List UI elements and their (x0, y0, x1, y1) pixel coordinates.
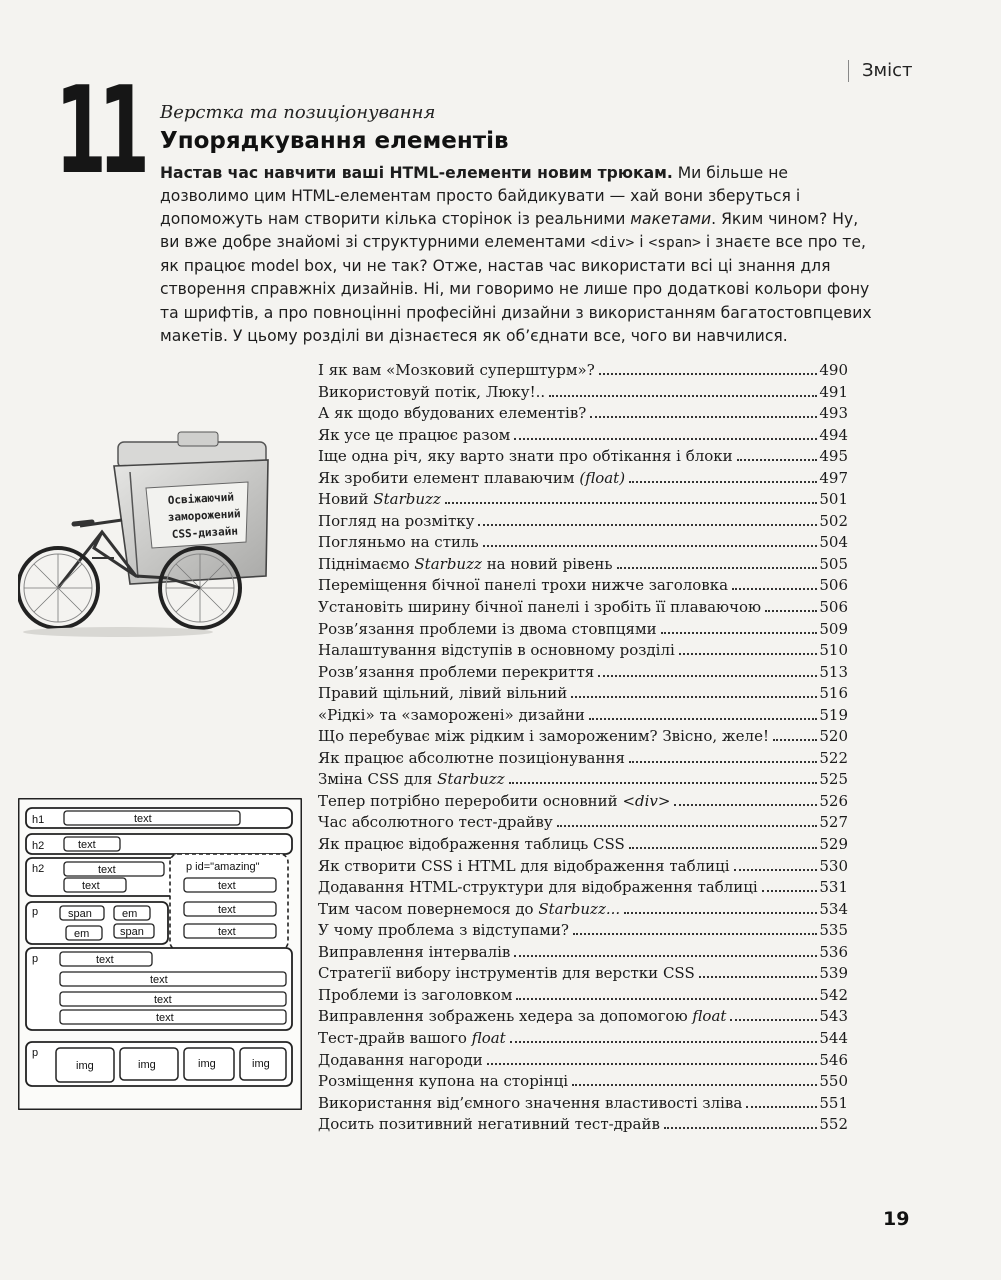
toc-entry-title: Додавання нагороди (318, 1050, 483, 1069)
toc-entry (318, 532, 848, 554)
intro-lead: Настав час навчити ваші HTML-елементи новим трюкам. (160, 164, 673, 182)
toc-entry-title: Погляд на розмітку (318, 511, 475, 530)
diagram-h2-label: h2 (32, 840, 45, 852)
toc-entry (318, 942, 848, 964)
toc-page-number: 527 (819, 813, 848, 832)
toc-entry-title: Розв’язання проблеми із двома стовпцями (318, 619, 657, 638)
toc-entry (318, 791, 848, 813)
toc-leader-dots (737, 459, 818, 461)
diagram-img-4: img (252, 1058, 270, 1070)
toc-entry-title: Зміна CSS для Starbuzz (318, 770, 505, 789)
toc-page-number: 529 (819, 835, 848, 854)
toc-page-number: 497 (819, 468, 848, 487)
toc-entry-title: У чому проблема з відступами? (318, 921, 569, 940)
toc-page-number: 522 (819, 748, 848, 767)
toc-page-number: 504 (819, 533, 848, 552)
toc-page-number: 505 (819, 554, 848, 573)
toc-page-number: 546 (819, 1050, 848, 1069)
toc-entry (318, 403, 848, 425)
toc-entry (318, 597, 848, 619)
toc-page-number: 544 (819, 1028, 848, 1047)
toc-leader-dots (734, 869, 818, 871)
toc-entry (318, 985, 848, 1007)
toc-entry (318, 511, 848, 533)
toc-page-number: 530 (819, 856, 848, 875)
toc-entry-title: Час абсолютного тест-драйву (318, 813, 553, 832)
toc-entry (318, 834, 848, 856)
toc-entry-title: Виправлення зображень хедера за допомогою float (318, 1007, 727, 1026)
toc-page-number: 501 (819, 490, 848, 509)
toc-entry (318, 856, 848, 878)
toc-page-number: 534 (819, 899, 848, 918)
toc-entry-title: Використання від’ємного значення властивості зліва (318, 1093, 743, 1112)
toc-entry-title: Що перебуває між рідким і замороженим? Звісно, желе! (318, 727, 769, 746)
toc-leader-dots (549, 395, 817, 397)
toc-page-number: 490 (819, 361, 848, 379)
toc-leader-dots (732, 588, 817, 590)
toc-entry (318, 769, 848, 791)
diagram-h2b-label: h2 (32, 863, 45, 875)
toc-entry-title: Тим часом повернемося до Starbuzz... (318, 899, 621, 918)
toc-entry (318, 425, 848, 447)
toc-leader-dots (599, 373, 818, 375)
toc-entry-title: Розв’язання проблеми перекриття (318, 662, 595, 681)
toc-entry (318, 748, 848, 770)
toc-leader-dots (589, 718, 818, 720)
chapter-title: Упорядкування елементів (160, 128, 509, 154)
chapter-subtitle: Верстка та позиціонування (160, 102, 436, 123)
toc-leader-dots (445, 502, 818, 504)
toc-entry-title: Проблеми із заголовком (318, 985, 513, 1004)
table-of-contents (318, 360, 848, 1136)
diagram-em-1: em (122, 908, 138, 920)
toc-page-number: 491 (819, 382, 848, 401)
toc-entry-title: Іще одна річ, яку варто знати про обтікання і блоки (318, 447, 733, 466)
toc-entry (318, 446, 848, 468)
toc-leader-dots (679, 653, 818, 655)
toc-entry-title: І як вам «Мозковий суперштурм»? (318, 361, 595, 379)
diagram-amazing-text-1: text (218, 880, 236, 892)
bleed-through-text (600, 100, 606, 123)
cart-label-1: Освіжаючий (167, 490, 235, 507)
intro-text-3: і (634, 233, 649, 252)
toc-entry (318, 468, 848, 490)
toc-page-number: 513 (819, 662, 848, 681)
toc-page-number: 493 (819, 404, 848, 423)
intro-text-2: . Яким чином? Ну, ви вже добре знайомі зі структурними елементами (160, 210, 859, 252)
diagram-h2-text: text (78, 839, 96, 851)
toc-page-number: 502 (819, 511, 848, 530)
toc-leader-dots (514, 438, 817, 440)
toc-page-number: 539 (819, 964, 848, 983)
toc-entry (318, 877, 848, 899)
toc-entry-title: Налаштування відступів в основному розділі (318, 641, 675, 660)
toc-leader-dots (664, 1127, 817, 1129)
toc-entry-title: Додавання HTML-структури для відображення таблиці (318, 878, 758, 897)
toc-leader-dots (730, 1019, 817, 1021)
toc-entry (318, 554, 848, 576)
toc-entry-title: Переміщення бічної панелі трохи нижче заголовка (318, 576, 729, 595)
toc-leader-dots (478, 524, 817, 526)
toc-page-number: 516 (819, 684, 848, 703)
running-header: Зміст (862, 60, 913, 81)
toc-leader-dots (514, 955, 817, 957)
cart-label-3: CSS-дизайн (171, 524, 239, 541)
ice-cream-tricycle-image (18, 428, 280, 638)
toc-entry-title: Піднімаємо Starbuzz на новий рівень (318, 554, 613, 573)
toc-page-number: 494 (819, 425, 848, 444)
toc-leader-dots (773, 739, 817, 741)
diagram-h1-text: text (134, 813, 152, 825)
toc-entry (318, 812, 848, 834)
diagram-p2-text-2: text (150, 974, 168, 986)
toc-page-number: 509 (819, 619, 848, 638)
toc-entry (318, 705, 848, 727)
toc-entry-title: Правий щільний, лівий вільний (318, 684, 568, 703)
toc-entry-title: Як працює відображення таблиць CSS (318, 835, 625, 854)
toc-entry (318, 726, 848, 748)
page-number: 19 (883, 1208, 910, 1230)
toc-entry (318, 489, 848, 511)
toc-entry-title: Виправлення інтервалів (318, 942, 511, 961)
toc-entry (318, 963, 848, 985)
toc-entry-title: «Рідкі» та «заморожені» дизайни (318, 705, 585, 724)
toc-page-number: 526 (819, 791, 848, 810)
toc-page-number: 520 (819, 727, 848, 746)
toc-entry (318, 662, 848, 684)
toc-entry (318, 899, 848, 921)
toc-entry (318, 575, 848, 597)
toc-entry-title: Стратегії вибору інструментів для верстки CSS (318, 964, 695, 983)
diagram-h1-label: h1 (32, 814, 45, 826)
intro-code-div: <div> (590, 235, 635, 252)
toc-page-number: 550 (819, 1072, 848, 1091)
toc-entry-title: Новий Starbuzz (318, 490, 441, 509)
toc-entry (318, 920, 848, 942)
toc-entry (318, 360, 848, 382)
diagram-span-2: span (120, 926, 144, 938)
toc-entry-title: Тест-драйв вашого float (318, 1028, 506, 1047)
toc-page-number: 543 (819, 1007, 848, 1026)
toc-leader-dots (571, 696, 817, 698)
toc-page-number: 506 (819, 598, 848, 617)
toc-entry-title: Розміщення купона на сторінці (318, 1072, 569, 1091)
toc-entry-title: Досить позитивний негативний тест-драйв (318, 1115, 660, 1134)
toc-entry-title: Тепер потрібно переробити основний <div> (318, 791, 671, 810)
toc-entry-title: Установіть ширину бічної панелі і зробіть її плаваючою (318, 598, 762, 617)
toc-leader-dots (598, 675, 817, 677)
toc-leader-dots (572, 1084, 817, 1086)
toc-page-number: 552 (819, 1115, 848, 1134)
diagram-span-1: span (68, 908, 92, 920)
diagram-p3-label: p (32, 1047, 39, 1059)
toc-entry-title: Як створити CSS і HTML для відображення таблиці (318, 856, 730, 875)
toc-page-number: 542 (819, 985, 848, 1004)
toc-page-number: 495 (819, 447, 848, 466)
cart-label-2: заморожений (167, 507, 241, 524)
chapter-number: 11 (55, 62, 142, 201)
toc-entry (318, 382, 848, 404)
diagram-amazing-text-3: text (218, 926, 236, 938)
toc-page-number: 536 (819, 942, 848, 961)
toc-page-number: 551 (819, 1093, 848, 1112)
toc-entry-title: Як зробити елемент плаваючим (float) (318, 468, 626, 487)
diagram-img-1: img (76, 1060, 94, 1072)
diagram-img-2: img (138, 1059, 156, 1071)
toc-entry-title: Використовуй потік, Люку!.. (318, 382, 546, 401)
toc-entry (318, 619, 848, 641)
toc-entry (318, 640, 848, 662)
toc-leader-dots (487, 1063, 818, 1065)
intro-text-1: Ми більше не дозволимо цим HTML-елементам просто байдикувати — хай вони зберуться і допоможуть нам створити кілька сторінок із реальними (160, 164, 801, 229)
diagram-amazing-label: p id="amazing" (186, 861, 260, 873)
toc-entry (318, 1071, 848, 1093)
toc-leader-dots (699, 976, 818, 978)
toc-leader-dots (624, 912, 817, 914)
toc-leader-dots (629, 481, 817, 483)
toc-entry (318, 683, 848, 705)
diagram-amazing-text-2: text (218, 904, 236, 916)
diagram-em-2: em (74, 928, 90, 940)
toc-leader-dots (617, 567, 818, 569)
toc-entry (318, 1028, 848, 1050)
toc-leader-dots (483, 545, 818, 547)
intro-code-span: <span> (648, 235, 701, 252)
toc-leader-dots (746, 1106, 817, 1108)
toc-leader-dots (510, 1041, 818, 1043)
diagram-h2b-text-1: text (98, 864, 116, 876)
diagram-img-3: img (198, 1058, 216, 1070)
toc-page-number: 519 (819, 705, 848, 724)
toc-leader-dots (674, 804, 817, 806)
diagram-h2b-text-2: text (82, 880, 100, 892)
diagram-p2-text-3: text (154, 994, 172, 1006)
toc-entry (318, 1114, 848, 1136)
toc-entry (318, 1006, 848, 1028)
toc-entry-title: Погляньмо на стиль (318, 533, 479, 552)
intro-text-4: і знаєте все про те, як працює model box, чи не так? Отже, настав час використати всі ці знання для створення справжніх дизайнів. Ні, ми говоримо не лише про додаткові кольори фону та шрифтів, а про повноцінні професійні дизайни з використанням багатостовпцевих макетів. У цьому розділі ви дізнаєтеся як об’єднати все, чого ви навчилися. (160, 233, 872, 345)
toc-entry (318, 1093, 848, 1115)
diagram-p2-text-1: text (96, 954, 114, 966)
toc-page-number: 535 (819, 921, 848, 940)
page-layout-diagram (18, 798, 302, 1110)
diagram-p2-text-4: text (156, 1012, 174, 1024)
toc-entry-title: Як працює абсолютне позиціонування (318, 748, 625, 767)
toc-leader-dots (590, 416, 817, 418)
toc-leader-dots (557, 825, 818, 827)
toc-leader-dots (573, 933, 817, 935)
toc-leader-dots (762, 890, 818, 892)
toc-entry-title: А як щодо вбудованих елементів? (318, 404, 587, 423)
header-separator (848, 60, 849, 82)
toc-leader-dots (509, 782, 818, 784)
diagram-p1-label: p (32, 906, 39, 918)
toc-entry (318, 1050, 848, 1072)
toc-page-number: 506 (819, 576, 848, 595)
toc-leader-dots (765, 610, 817, 612)
toc-leader-dots (516, 998, 817, 1000)
intro-italic: макетами (630, 210, 712, 229)
toc-page-number: 531 (819, 878, 848, 897)
chapter-intro (160, 162, 880, 348)
toc-page-number: 510 (819, 641, 848, 660)
diagram-p2-label: p (32, 953, 39, 965)
toc-leader-dots (629, 847, 818, 849)
toc-entry-title: Як усе це працює разом (318, 425, 511, 444)
toc-leader-dots (629, 761, 817, 763)
toc-leader-dots (661, 632, 818, 634)
toc-page-number: 525 (819, 770, 848, 789)
